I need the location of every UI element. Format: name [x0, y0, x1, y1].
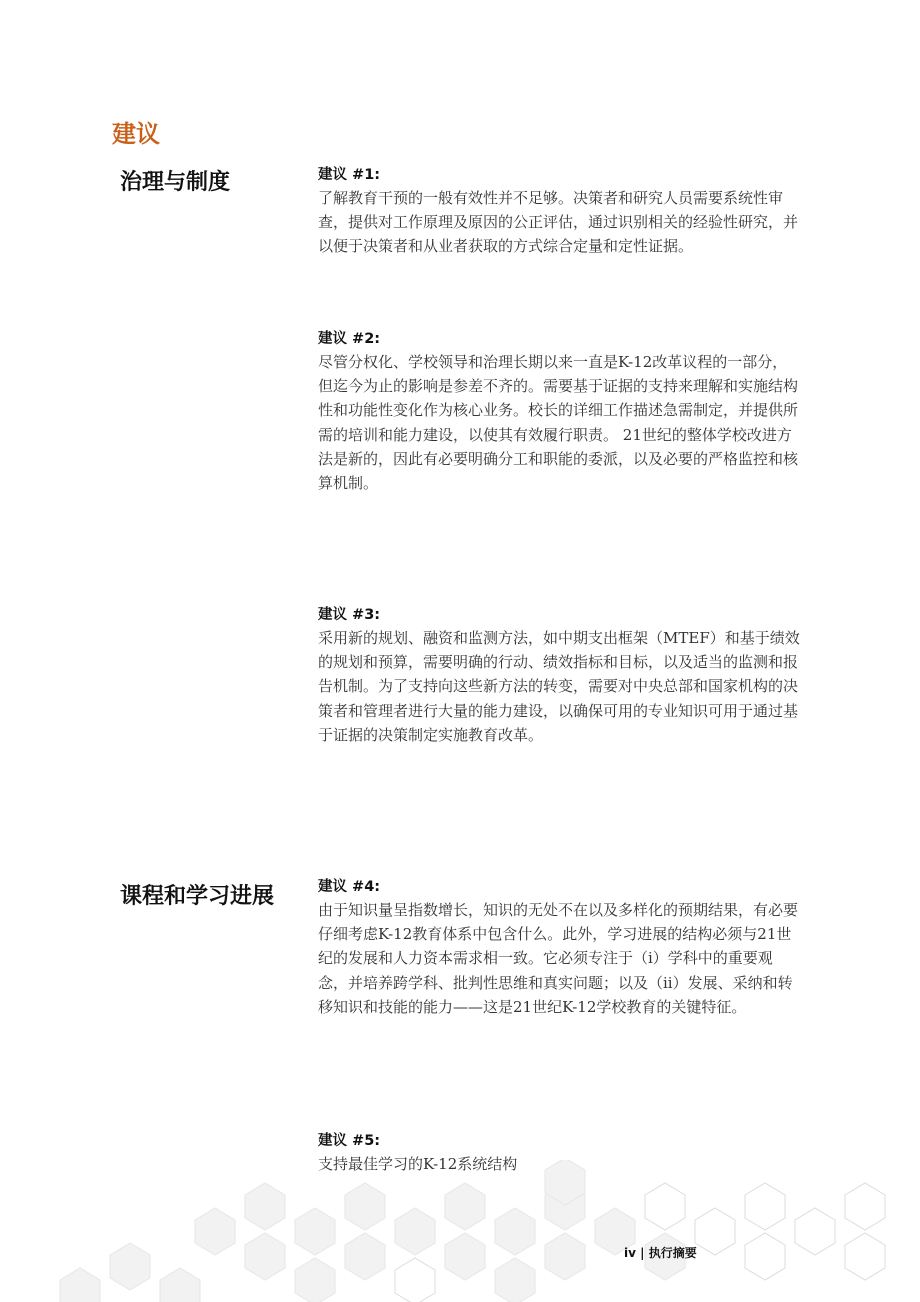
recommendation-title: 建议 #1: — [318, 167, 381, 183]
group-heading-governance: 治理与制度 — [120, 170, 231, 195]
footer-separator: | — [640, 1246, 645, 1260]
recommendation-4 — [318, 876, 802, 1019]
hexagon-pattern-decoration — [0, 1160, 920, 1302]
footer-section-name: 执行摘要 — [648, 1246, 697, 1260]
group-heading-curriculum: 课程和学习进展 — [120, 884, 275, 909]
recommendation-title: 建议 #2: — [318, 331, 381, 347]
recommendation-3 — [318, 604, 802, 747]
recommendation-body: 支持最佳学习的K-12系统结构 — [318, 1155, 518, 1173]
page-footer — [624, 1244, 697, 1261]
recommendation-body: 由于知识量呈指数增长，知识的无处不在以及多样化的预期结果，有必要仔细考虑K-12教育体系中包含什么。此外，学习进展的结构必须与21世纪的发展和人力资本需求相一致。它必须专注于（i）学科中的重要观念，并培养跨学科、批判性思维和真实问题；以及（ii）发展、采纳和转移知识和技能的能力——这是21世纪K-12学校教育的关键特征。 — [318, 901, 799, 1016]
recommendation-body: 尽管分权化、学校领导和治理长期以来一直是K-12改革议程的一部分，但迄今为止的影响是参差不齐的。需要基于证据的支持来理解和实施结构性和功能性变化作为核心业务。校长的详细工作描述急需制定，并提供所需的培训和能力建设，以使其有效履行职责。 21世纪的整体学校改进方法是新的，因此有必要明确分工和职能的委派，以及必要的严格监控和核算机制。 — [318, 353, 799, 493]
recommendation-1 — [318, 164, 802, 259]
recommendation-title: 建议 #5: — [318, 1133, 381, 1149]
page-number: iv — [624, 1246, 636, 1260]
recommendation-title: 建议 #3: — [318, 607, 381, 623]
recommendation-2 — [318, 328, 802, 495]
recommendation-title: 建议 #4: — [318, 879, 381, 895]
section-title: 建议 — [112, 120, 160, 148]
recommendation-body: 采用新的规划、融资和监测方法，如中期支出框架（MTEF）和基于绩效的规划和预算，需要明确的行动、绩效指标和目标，以及适当的监测和报告机制。为了支持向这些新方法的转变，需要对中央总部和国家机构的决策者和管理者进行大量的能力建设，以确保可用的专业知识可用于通过基于证据的决策制定实施教育改革。 — [318, 629, 800, 744]
recommendation-body: 了解教育干预的一般有效性并不足够。决策者和研究人员需要系统性审查，提供对工作原理及原因的公正评估，通过识别相关的经验性研究，并以便于决策者和从业者获取的方式综合定量和定性证据。 — [318, 189, 799, 256]
